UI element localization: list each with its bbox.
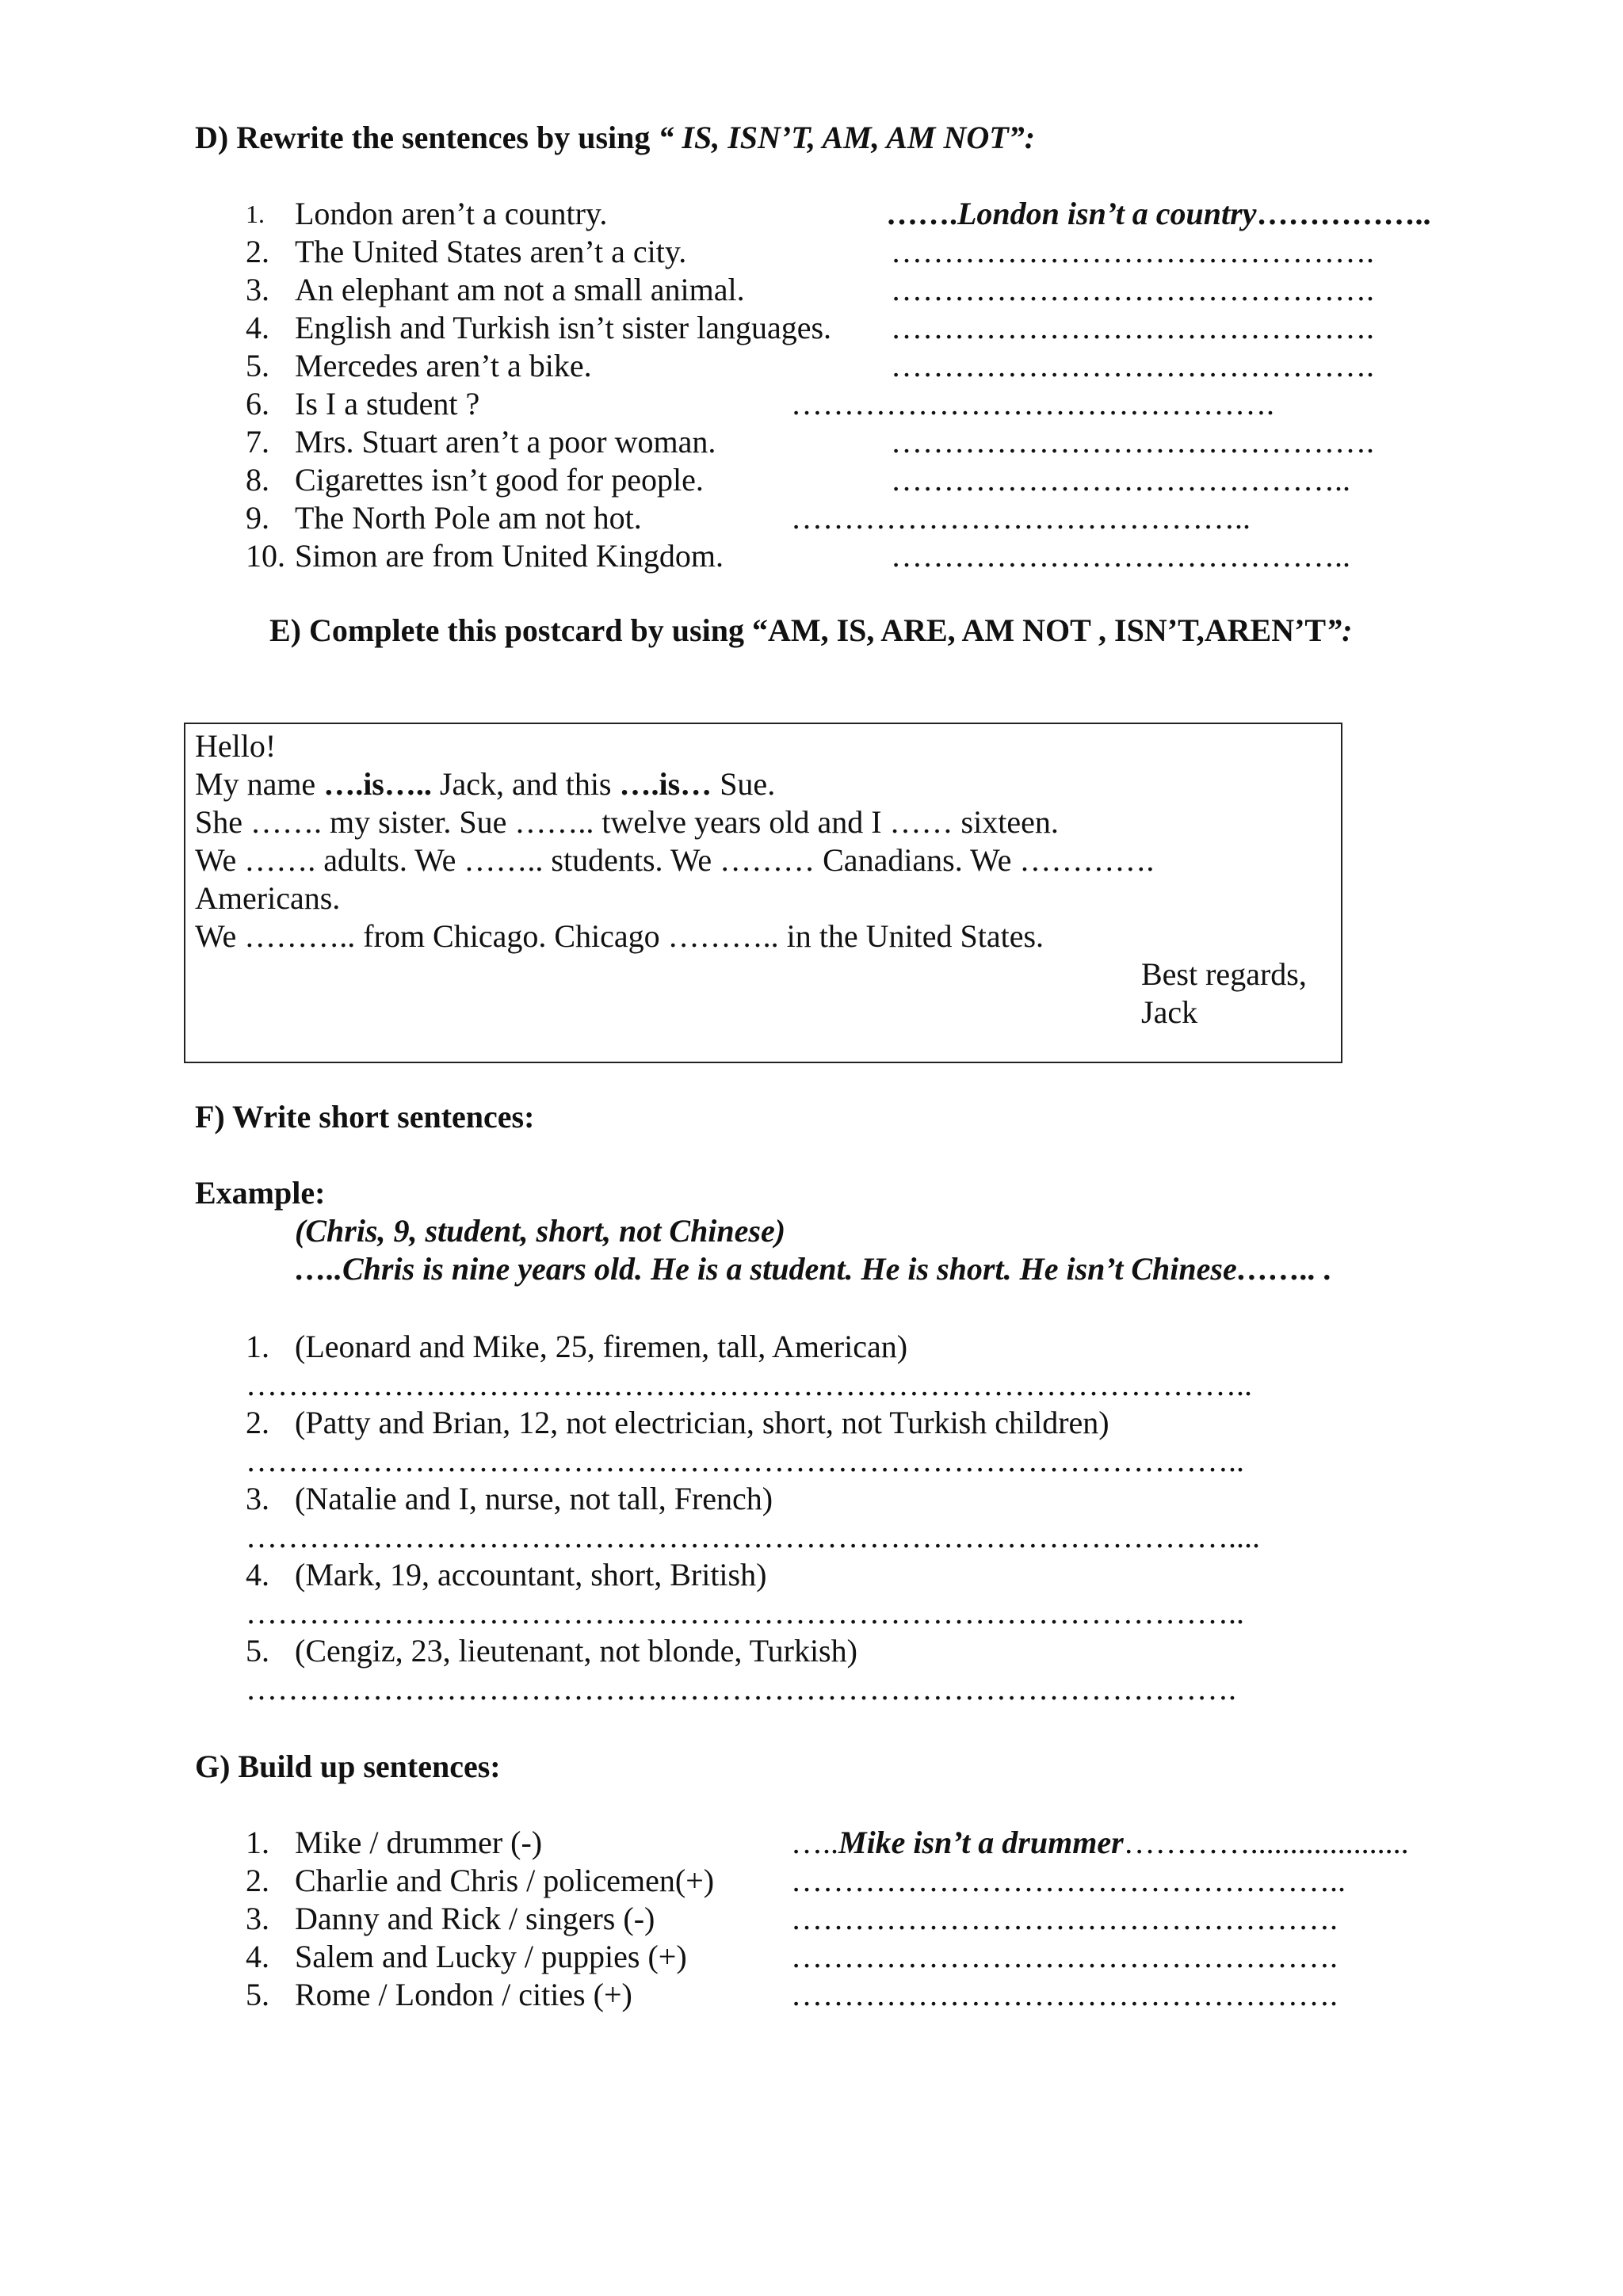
section-d-answer-line[interactable]: ………………………………………. [891,234,1374,269]
section-g-item-prompt: Rome / London / cities (+) [295,1977,632,2012]
section-f-item-prompt: (Mark, 19, accountant, short, British) [295,1557,767,1592]
section-f-answer-line[interactable]: ………………………………………………………………………………….. [246,1443,1244,1478]
section-d-item-text: London aren’t a country. [295,196,608,231]
section-g-answer-line[interactable]: ……………………………………………. [791,1901,1338,1936]
section-d-item-number: 7. [246,424,269,460]
section-d-item-number: 4. [246,310,269,345]
postcard-filled-blank: ….is… [619,766,712,802]
section-d-item-answer[interactable] [886,195,1430,233]
section-d-item-text: Mercedes aren’t a bike. [295,348,592,383]
section-d-answer-line[interactable]: …………………………………….. [791,500,1251,536]
postcard-box [184,723,1342,1063]
answer-trail: ………….................... [1123,1825,1409,1860]
section-d-item-text: Mrs. Stuart aren’t a poor woman. [295,424,716,460]
section-d-item-text: Is I a student ? [295,386,480,421]
section-g-item-number: 5. [246,1977,269,2012]
section-g-item-prompt: Salem and Lucky / puppies (+) [295,1939,687,1974]
section-f-item-number: 5. [246,1633,269,1669]
section-d-item-text: English and Turkish isn’t sister languages. [295,310,832,345]
section-g-item-prompt: Danny and Rick / singers (-) [295,1901,655,1936]
section-d-item-number: 2. [246,234,269,269]
postcard-line[interactable]: We ……….. from Chicago. Chicago ……….. in the United States. [195,918,1044,954]
section-g-item-number: 1. [246,1825,269,1860]
section-g-item-prompt: Charlie and Chris / policemen(+) [295,1863,715,1898]
postcard-text: Jack, and this [431,766,620,802]
section-d-heading-text: D) Rewrite the sentences by using [195,120,659,155]
section-d-item-number: 1. [246,200,265,228]
section-f-item-number: 4. [246,1557,269,1592]
section-d-item-number: 8. [246,462,269,498]
section-d-answer-line[interactable]: …………………………………….. [891,538,1350,574]
postcard-line[interactable]: We ……. adults. We …….. students. We ……… Canadians. We …………. [195,842,1155,878]
answer-lead: ….. [791,1825,838,1860]
postcard-line[interactable]: She ……. my sister. Sue …….. twelve years old and I …… sixteen. [195,804,1059,840]
section-f-heading: F) Write short sentences: [195,1099,535,1135]
section-d-heading-keywords: “ IS, ISN’T, AM, AM NOT [658,120,1009,155]
section-d-answer-line[interactable]: ………………………………………. [891,424,1374,460]
section-d-item-number: 10. [246,538,285,574]
example-answer: …..Chris is nine years old. He is a student. He is short. He isn’t Chinese…….. . [295,1251,1332,1287]
section-d-answer-line[interactable]: ………………………………………. [791,386,1274,421]
section-d-heading [195,119,1035,157]
section-g-heading: G) Build up sentences: [195,1749,501,1784]
section-g-answer-line[interactable]: …………………………………………….. [791,1863,1346,1898]
section-d-item-number: 6. [246,386,269,421]
postcard-signature: Jack [1141,994,1198,1030]
answer-example: London isn’t a country [957,196,1257,231]
section-g-item-number: 2. [246,1863,269,1898]
section-g-answer-line[interactable]: ……………………………………………. [791,1977,1338,2012]
section-d-answer-line[interactable]: ………………………………………. [891,272,1374,307]
postcard-filled-blank: ….is….. [323,766,432,802]
example-label: Example: [195,1175,326,1211]
section-e-heading-suffix: ”: [1326,612,1353,648]
section-g-item-number: 3. [246,1901,269,1936]
section-d-heading-suffix: ”: [1008,120,1036,155]
section-f-item-number: 1. [246,1329,269,1364]
section-d-item-text: Cigarettes isn’t good for people. [295,462,704,498]
section-f-item-prompt: (Patty and Brian, 12, not electrician, short, not Turkish children) [295,1405,1109,1440]
section-d-answer-line[interactable]: …………………………………….. [891,462,1350,498]
section-e-heading-keywords: “AM, IS, ARE, AM NOT , ISN’T,AREN’T [751,612,1327,648]
answer-lead: ……. [886,196,957,231]
section-g-item-number: 4. [246,1939,269,1974]
section-f-item-prompt: (Cengiz, 23, lieutenant, not blonde, Turkish) [295,1633,857,1669]
section-f-item-number: 2. [246,1405,269,1440]
section-g-answer-line[interactable]: ……………………………………………. [791,1939,1338,1974]
section-f-answer-line[interactable]: …………………………………………………………………………………. [246,1671,1236,1707]
section-d-item-text: The United States aren’t a city. [295,234,687,269]
section-d-item-number: 9. [246,500,269,536]
postcard-line: Americans. [195,880,341,916]
section-d-answer-line[interactable]: ………………………………………. [891,348,1374,383]
section-d-item-text: Simon are from United Kingdom. [295,538,724,574]
section-d-answer-line[interactable]: ………………………………………. [891,310,1374,345]
section-d-item-number: 5. [246,348,269,383]
section-g-item-answer[interactable] [791,1824,1409,1862]
section-e-heading [269,612,1352,650]
example-prompt: (Chris, 9, student, short, not Chinese) [295,1213,786,1249]
postcard-text: My name [195,766,324,802]
postcard-line [195,765,775,803]
section-d-item-text: An elephant am not a small animal. [295,272,745,307]
answer-example: Mike isn’t a drummer [838,1825,1124,1860]
section-d-item-text: The North Pole am not hot. [295,500,642,536]
section-f-answer-line[interactable]: ………………………………………………………………………………….. [246,1595,1244,1630]
section-f-answer-line[interactable]: …………………………….…………………………………………………….. [246,1367,1252,1402]
answer-trail: …………….. [1256,196,1431,231]
section-f-item-prompt: (Leonard and Mike, 25, firemen, tall, American) [295,1329,908,1364]
section-d-item-number: 3. [246,272,269,307]
section-f-item-number: 3. [246,1481,269,1516]
postcard-closing: Best regards, [1141,956,1307,992]
section-e-heading-text: E) Complete this postcard by using [269,612,752,648]
section-f-item-prompt: (Natalie and I, nurse, not tall, French) [295,1481,773,1516]
postcard-text: Sue. [712,766,776,802]
section-f-answer-line[interactable]: ………………………………………………………………………………….... [246,1519,1260,1554]
postcard-greeting: Hello! [195,728,277,764]
section-g-item-prompt: Mike / drummer (-) [295,1825,543,1860]
